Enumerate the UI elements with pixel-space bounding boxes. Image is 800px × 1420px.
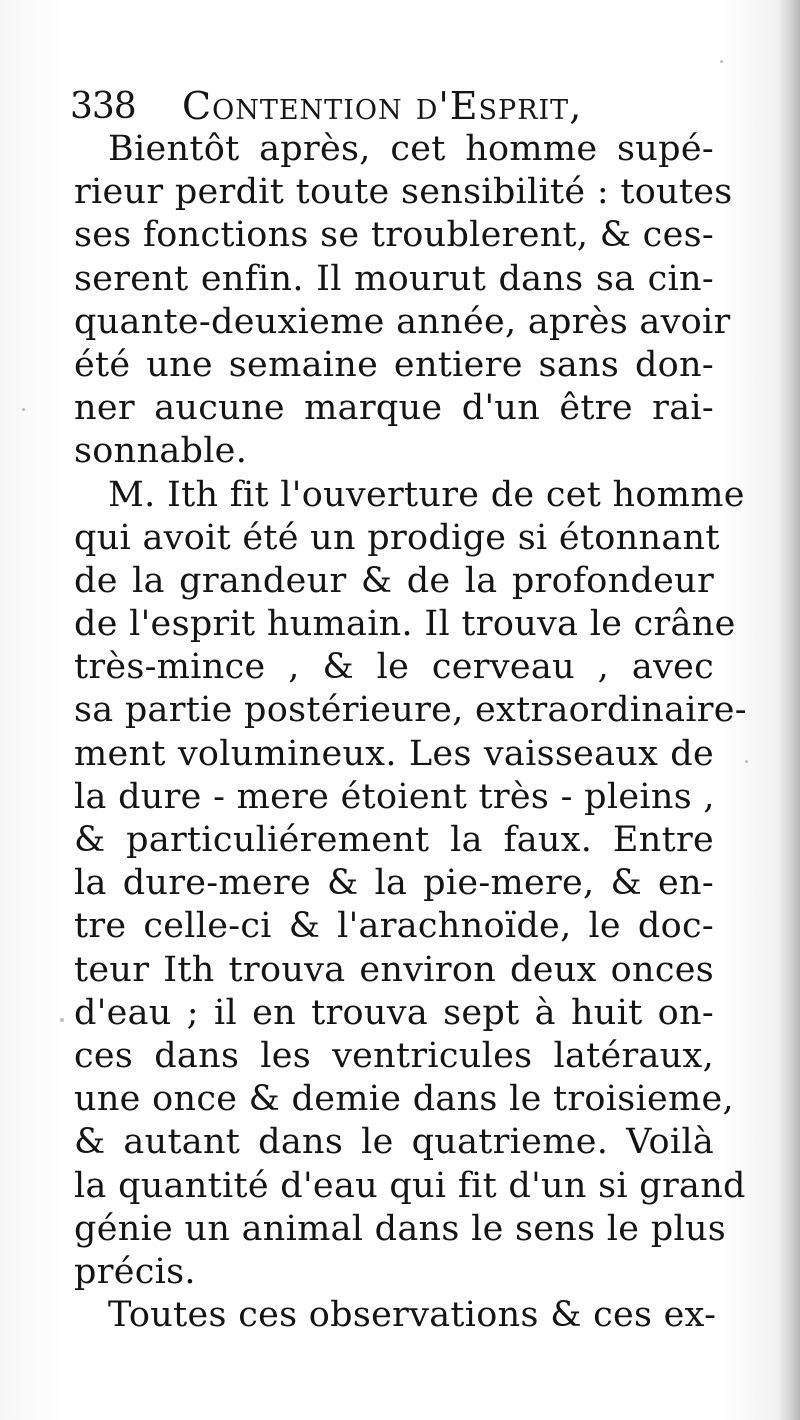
text-line: sonnable.: [74, 431, 248, 472]
body-text: [74, 128, 747, 1337]
text-line: une once & demie dans le troisieme,: [74, 1079, 734, 1120]
text-line: quante-deuxieme année, après avoir: [74, 301, 731, 342]
paper-speck: [720, 60, 723, 63]
text-line: ses fonctions se troublerent, & ces-: [74, 215, 714, 256]
text-line: d'eau ; il en trouva sept à huit on-: [74, 992, 714, 1033]
text-line: génie un animal dans le sens le plus: [74, 1208, 727, 1249]
text-line: & autant dans le quatrieme. Voilà: [74, 1122, 714, 1163]
text-line: la dure - mere étoient très - pleins ,: [74, 776, 715, 817]
text-line: rieur perdit toute sensibilité : toutes: [74, 172, 733, 213]
text-line: ner aucune marque d'un être rai-: [74, 388, 714, 429]
running-head: Contention d'Esprit,: [182, 84, 583, 128]
text-line: ment volumineux. Les vaisseaux de: [74, 733, 714, 774]
text-line: M. Ith fit l'ouverture de cet homme: [108, 474, 745, 515]
text-line: sa partie postérieure, extraordinaire-: [74, 690, 747, 731]
paper-speck: [60, 1018, 64, 1022]
paper-speck: [745, 760, 748, 763]
text-line: de l'esprit humain. Il trouva le crâne: [74, 604, 736, 645]
text-line: teur Ith trouva environ deux onces: [74, 949, 714, 990]
page-number: 338: [70, 86, 136, 127]
text-line: précis.: [74, 1251, 196, 1292]
text-line: la dure-mere & la pie-mere, & en-: [74, 863, 714, 904]
text-line: ces dans les ventricules latéraux,: [74, 1035, 714, 1076]
page-edge-shadow: [778, 0, 800, 1420]
paper-speck: [22, 408, 25, 411]
text-line: & particuliérement la faux. Entre: [74, 820, 714, 860]
text-line: la quantité d'eau qui fit d'un si grand: [74, 1165, 746, 1206]
text-line: de la grandeur & de la profondeur: [74, 560, 714, 601]
page-header: [70, 80, 710, 132]
text-line: Toutes ces observations & ces ex-: [108, 1295, 717, 1336]
text-line: qui avoit été un prodige si étonnant: [74, 517, 720, 558]
text-line: été une semaine entiere sans don-: [74, 344, 714, 385]
text-line: serent enfin. Il mourut dans sa cin-: [74, 258, 714, 299]
text-line: Bientôt après, cet homme supé-: [108, 129, 714, 169]
text-line: tre celle-ci & l'arachnoïde, le doc-: [74, 906, 714, 947]
text-line: très-mince , & le cerveau , avec: [74, 647, 714, 688]
